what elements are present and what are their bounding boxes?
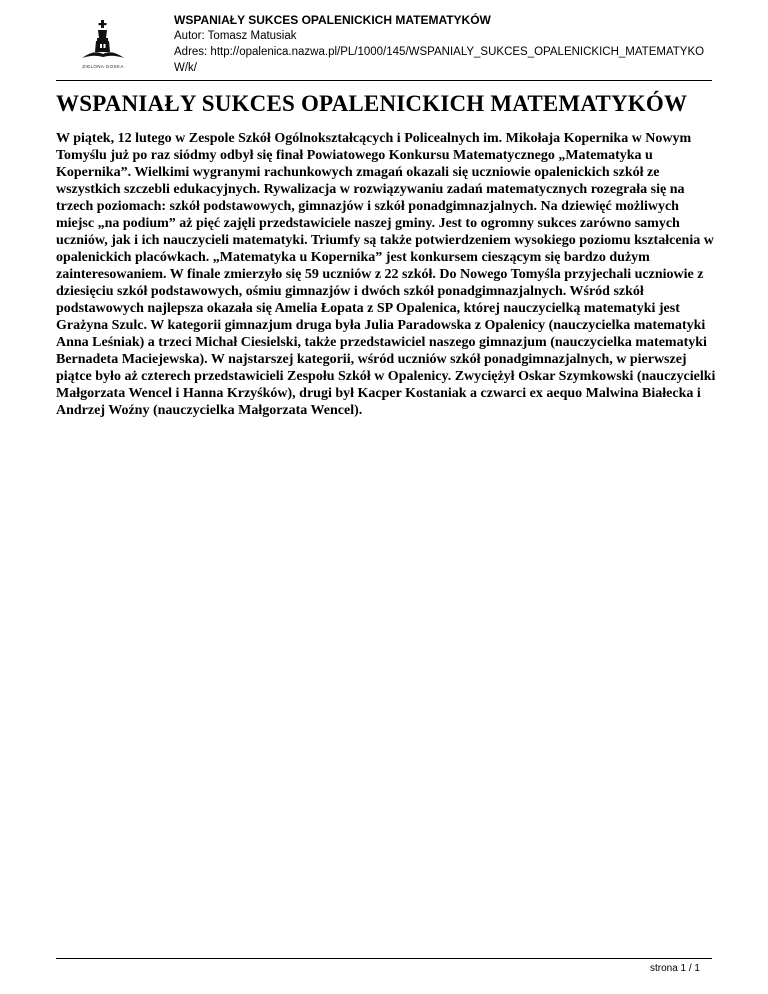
author-line: Autor: Tomasz Matusiak [174,30,297,42]
document-header [56,10,712,80]
page-number: strona 1 / 1 [649,963,700,974]
article-body: W piątek, 12 lutego w Zespole Szkół Ogólnokształcących i Policealnych im. Mikołaja Kopernika w Nowym Tomyślu już po raz siódmy odbył się finał Powiatowego Konkursu Matematycznego „Matematyka u Kopernika”. Wielkimi wygranymi rachunkowych zmagań okazali się uczniowie opalenickich szkół ze wszystkich szczebli edukacyjnych. Rywalizacja w rozwiązywaniu zadań matematycznych rozegrała się na trzech poziomach: szkół podstawowych, gimnazjów i szkół ponadgimnazjalnych. Na dziewięć możliwych miejsc „na podium” aż pięć zajęli przedstawiciele naszej gminy. Jest to ogromny sukces zarówno samych uczniów, jak i ich nauczycieli matematyki. Triumfy są także potwierdzeniem wysokiego poziomu kształcenia w opalenickich placówkach. „Matematyka u Kopernika” jest konkursem cieszącym się bardzo dużym zainteresowaniem. W finale zmierzyło się 59 uczniów z 22 szkół. Do Nowego Tomyśla przyjechali uczniowie z dziesięciu szkół podstawowych, ośmiu gimnazjów i dwóch szkół ponadgimnazjalnych. Wśród szkół podstawowych najlepsza okazała się Amelia Łopata z SP Opalenica, której nauczycielką matematyki jest Grażyna Szulc. W kategorii gimnazjum druga była Julia Paradowska z Opalenicy (nauczycielka matematyki Anna Leśniak) a trzeci Michał Ciesielski, także przedstawiciel naszego gimnazjum (nauczycielka matematyki Bernadeta Maciejewska). W najstarszej kategorii, wśród uczniów szkół ponadgimnazjalnych, w pierwszej piątce było aż czterech przedstawicieli Zespołu Szkół w Opalenicy. Zwyciężył Oskar Szymkowski (nauczycielki Małgorzata Wencel i Hanna Krzyśków), drugi był Kacper Kostaniak a czwarci ex aequo Malwina Białecka i Andrzej Woźny (nauczycielka Małgorzata Wencel). [56,131,716,418]
svg-text:ZIELONA GOSKA: ZIELONA GOSKA [82,64,124,69]
article-title: WSPANIAŁY SUKCES OPALENICKICH MATEMATYKÓW [56,91,688,116]
tower-logo-icon [74,16,132,72]
town-logo [74,16,132,72]
address-line: Adres: http://opalenica.nazwa.pl/PL/1000/145/WSPANIALY_SUKCES_OPALENICKICH_MATEMATYKOW/k/ [174,46,705,74]
footer-divider [56,958,712,959]
document-meta [174,12,714,76]
header-divider [56,80,712,81]
document-title: WSPANIAŁY SUKCES OPALENICKICH MATEMATYKÓW [174,13,491,27]
